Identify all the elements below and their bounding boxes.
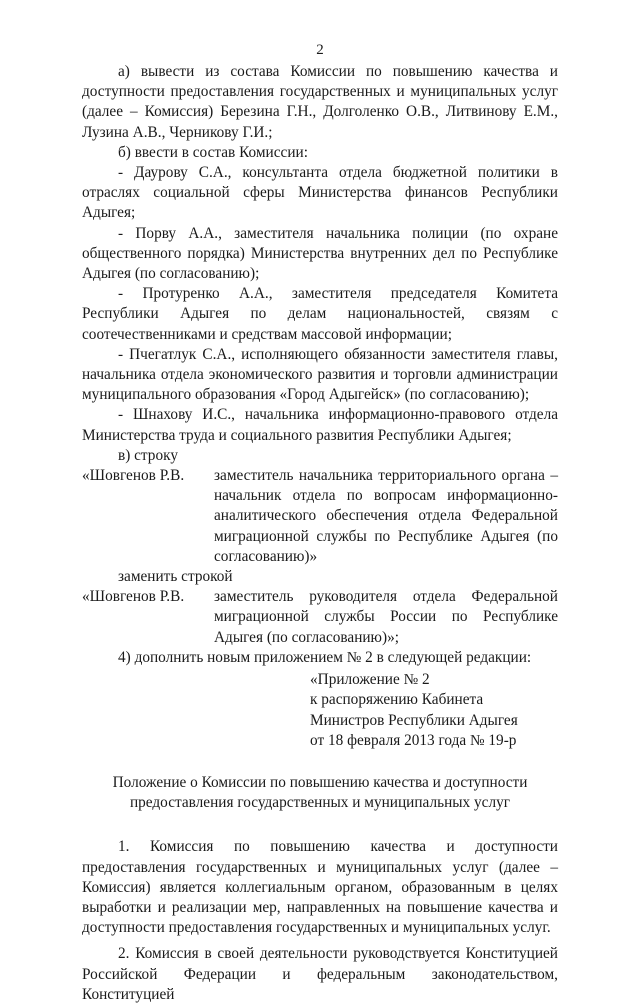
section-title: Положение о Комиссии по повышению качества и доступности предоставления государственных и муниципальных услуг — [112, 773, 528, 812]
appendix-header — [310, 670, 558, 751]
replaced-row — [82, 466, 558, 567]
paragraph-a: а) вывести из состава Комиссии по повышению качества и доступности предоставления государственных и муниципальных услуг (далее – Комиссия) Березина Г.Н., Долголенко О.В., Литвинову Е.М., Лузина А.В., Черникову Г.И.; — [82, 63, 558, 141]
appendix-line-1: «Приложение № 2 — [310, 671, 430, 689]
replace-with-text: заменить строкой — [118, 568, 233, 586]
paragraph-4: 4) дополнить новым приложением № 2 в следующей редакции: — [118, 648, 532, 666]
list-item-daurova: - Даурову С.А., консультанта отдела бюджетной политики в отраслях социальной сферы Министерства финансов Республики Адыгея; — [82, 164, 558, 222]
paragraph-v: в) строку — [118, 446, 178, 464]
list-item-porva: - Порву А.А., заместителя начальника полиции (по охране общественного порядка) Министерства внутренних дел по Республике Адыгея (по согласованию); — [82, 224, 558, 283]
appendix-line-2: к распоряжению Кабинета — [310, 691, 484, 709]
page-number: 2 — [316, 42, 324, 58]
list-item-shnakhova: - Шнахову И.С., начальника информационно-правового отдела Министерства труда и социального развития Республики Адыгея; — [82, 406, 558, 444]
list-item-proturenko: - Протуренко А.А., заместителя председателя Комитета Республики Адыгея по делам национальностей, связям с соотечественниками и средствам массовой информации; — [82, 285, 558, 343]
paragraph-b-intro: б) ввести в состав Комиссии: — [118, 143, 308, 161]
new-row-name: «Шовгенов Р.В. — [82, 588, 185, 606]
appendix-line-3: Министров Республики Адыгея — [310, 711, 518, 729]
replaced-row-description: заместитель начальника территориального органа – начальник отдела по вопросам информационно-аналитического обеспечения отдела Федеральной миграционной службы по Республике Адыгея (по согласованию)» — [214, 467, 558, 565]
list-item-pchegatluk: - Пчегатлук С.А., исполняющего обязанности заместителя главы, начальника отдела экономического развития и торговли администрации муниципального образования «Город Адыгейск» (по согласованию); — [82, 345, 558, 404]
appendix-line-4: от 18 февраля 2013 года № 19-р — [310, 731, 517, 749]
clause-2: 2. Комиссия в своей деятельности руководствуется Конституцией Российской Федерации и федеральным законодательством, Конституцией — [82, 945, 558, 1003]
new-row-description: заместитель руководителя отдела Федеральной миграционной службы России по Республике Адыгея (по согласованию)»; — [214, 588, 558, 646]
replaced-row-name: «Шовгенов Р.В. — [82, 467, 185, 485]
document-body — [82, 62, 558, 1005]
new-row — [82, 587, 558, 648]
clause-1: 1. Комиссия по повышению качества и доступности предоставления государственных и муниципальных услуг (далее – Комиссия) является коллегиальным органом, образованным в целях выработки и реализации мер, направленных на повышение качества и доступности предоставления государственных и муниципальных услуг. — [82, 838, 558, 937]
